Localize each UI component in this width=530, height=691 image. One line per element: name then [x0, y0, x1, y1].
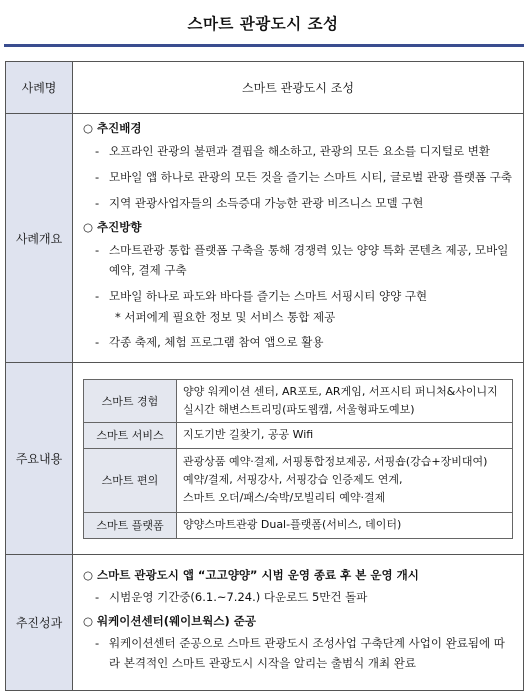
case-name-value: 스마트 관광도시 조성 — [73, 62, 524, 114]
table-row-label: 스마트 서비스 — [84, 422, 177, 448]
list-item: - 워케이션센터 준공으로 스마트 관광도시 조성사업 구축단계 사업이 완료됨에 따라 본격적인 스마트 관광도시 시작을 알리는 출범식 개최 완료 — [95, 635, 505, 670]
table-row-value: 지도기반 길찾기, 공공 Wifi — [177, 422, 513, 448]
section-heading: ○ 스마트 관광도시 앱 “고고양양” 시범 운영 종료 후 본 운영 개시 — [83, 567, 419, 582]
list-item: - 오프라인 관광의 불편과 결핍을 해소하고, 관광의 모든 요소를 디지털로 변환 — [95, 144, 490, 158]
overview-cell — [73, 114, 524, 363]
list-item-note: * 서퍼에게 필요한 정보 및 서비스 통합 제공 — [115, 310, 336, 324]
list-item: - 시범운영 기간중(6.1.~7.24.) 다운로드 5만건 돌파 — [95, 589, 368, 604]
overview-row — [6, 114, 524, 363]
table-row — [84, 379, 513, 422]
list-item: - 모바일 앱 하나로 관광의 모든 것을 즐기는 스마트 시티, 글로벌 관광 플랫폼 구축 — [95, 170, 513, 184]
overview-label: 사례개요 — [6, 114, 73, 363]
results-row — [6, 555, 524, 691]
case-name-label: 사례명 — [6, 62, 73, 114]
contents-label: 주요내용 — [6, 363, 73, 555]
contents-table — [83, 379, 513, 539]
section-heading: ○ 추진배경 — [83, 121, 142, 135]
table-row — [84, 422, 513, 448]
table-row-label: 스마트 경험 — [84, 379, 177, 422]
list-item: - 지역 관광사업자들의 소득증대 가능한 관광 비즈니스 모델 구현 — [95, 196, 424, 210]
case-table — [5, 61, 524, 691]
table-row — [84, 448, 513, 512]
contents-cell — [73, 363, 524, 555]
page-title: 스마트 관광도시 조성 — [187, 15, 339, 33]
list-item: - 모바일 하나로 파도와 바다를 즐기는 스마트 서핑시티 양양 구현 — [95, 289, 428, 303]
case-name-row — [6, 62, 524, 114]
contents-row — [6, 363, 524, 555]
title-area — [2, 0, 524, 48]
list-item: - 스마트관광 통합 플랫폼 구축을 통해 경쟁력 있는 양양 특화 콘텐츠 제공, 모바일 예약, 결제 구축 — [95, 243, 509, 277]
table-row-value: 관광상품 예약·결제, 서핑통합정보제공, 서핑숍(강습+장비대여) 예약/결제, 서핑강사, 서핑강습 인증제도 연계, 스마트 오더/패스/숙박/모빌리티 예약·결제 — [177, 448, 513, 512]
list-item: - 각종 축제, 체험 프로그램 참여 앱으로 활용 — [95, 335, 324, 349]
section-heading: ○ 추진방향 — [83, 220, 142, 234]
table-row-label: 스마트 플랫폼 — [84, 512, 177, 538]
results-label: 추진성과 — [6, 555, 73, 691]
table-row-value: 양양스마트관광 Dual-플랫폼(서비스, 데이터) — [177, 512, 513, 538]
section-heading: ○ 워케이션센터(웨이브웍스) 준공 — [83, 613, 256, 628]
table-row-label: 스마트 편의 — [84, 448, 177, 512]
table-row — [84, 512, 513, 538]
table-row-value: 양양 워케이션 센터, AR포토, AR게임, 서프시티 퍼니처&사이니지 실시간 해변스트리밍(파도웹캠, 서울형파도예보) — [177, 379, 513, 422]
results-cell — [73, 555, 524, 691]
title-underline — [4, 44, 524, 47]
